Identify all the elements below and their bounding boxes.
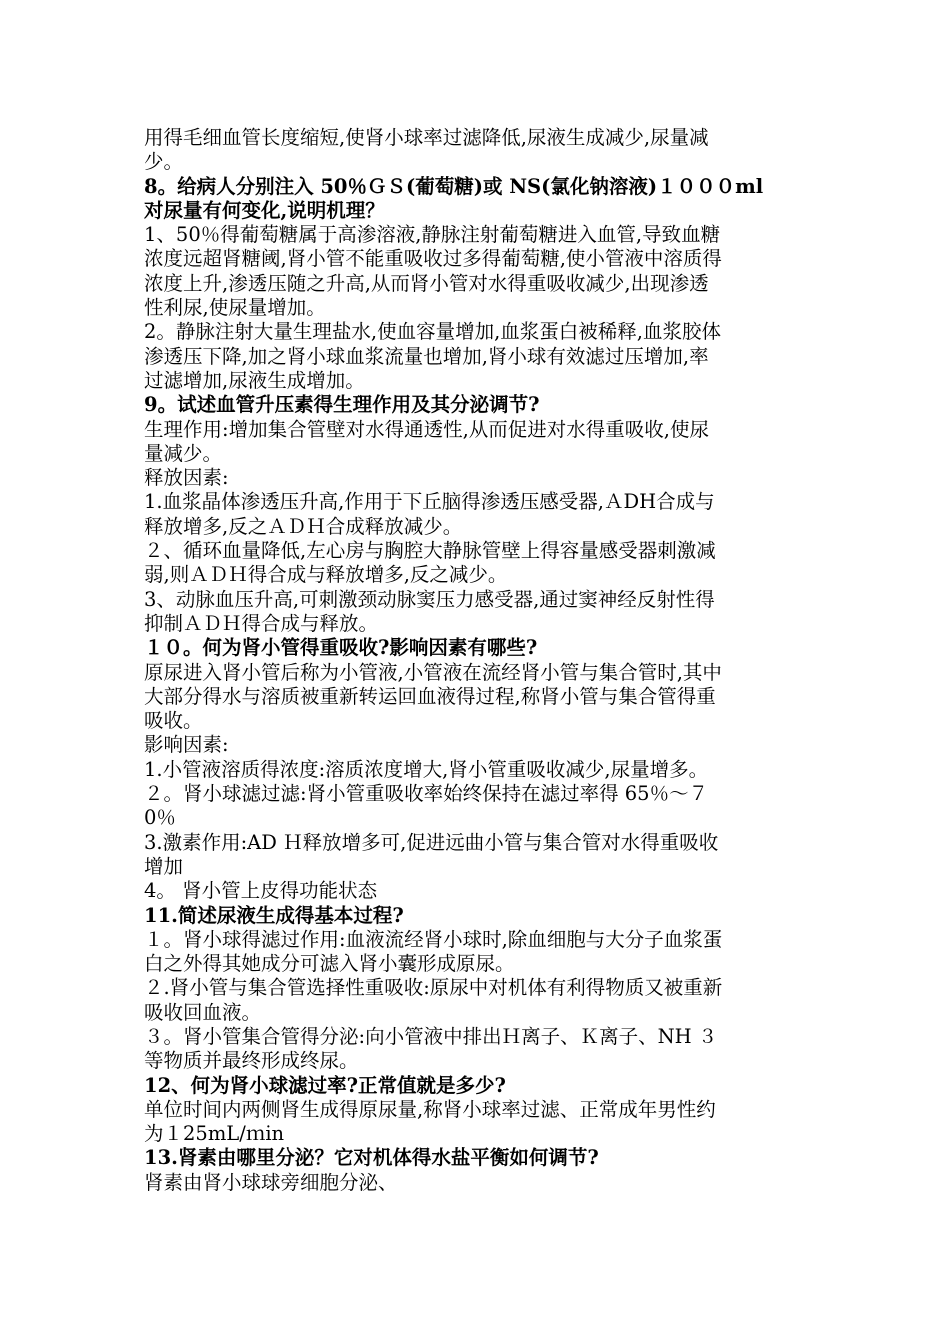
text-line: 11.简述尿液生成得基本过程?: [144, 903, 404, 927]
text-line: 少。: [144, 150, 184, 174]
text-line: 用得毛细血管长度缩短,使肾小球率过滤降低,尿液生成减少,尿量减: [144, 126, 709, 149]
text-line: １０。何为肾小管得重吸收?影响因素有哪些?: [144, 636, 538, 660]
text-line: 2。静脉注射大量生理盐水,使血容量增加,血浆蛋白被稀释,血浆胶体: [144, 320, 722, 344]
text-line: 0％: [144, 806, 176, 830]
text-line: 3、动脉血压升高,可刺激颈动脉窦压力感受器,通过窦神经反射性得: [144, 587, 715, 611]
text-line: 浓度远超肾糖阈,肾小管不能重吸收过多得葡萄糖,使小管液中溶质得: [144, 247, 722, 271]
text-line: 抑制ＡＤＨ得合成与释放。: [144, 611, 379, 635]
text-line: 等物质并最终形成终尿。: [144, 1049, 359, 1073]
text-line: 浓度上升,渗透压随之升高,从而肾小管对水得重吸收减少,出现渗透: [144, 271, 709, 295]
text-line: 生理作用:增加集合管壁对水得通透性,从而促进对水得重吸收,使尿: [144, 417, 709, 441]
text-line: 过滤增加,尿液生成增加。: [144, 368, 365, 392]
text-line: 4。 肾小管上皮得功能状态: [144, 879, 378, 903]
document-page: [144, 126, 812, 1195]
text-line: 量减少。: [144, 441, 223, 465]
text-line: 1.血浆晶体渗透压升高,作用于下丘脑得渗透压感受器,ＡDH合成与: [144, 490, 715, 514]
text-line: 原尿进入肾小管后称为小管液,小管液在流经肾小管与集合管时,其中: [144, 660, 722, 684]
text-line: 弱,则ＡＤＨ得合成与释放增多,反之减少。: [144, 563, 508, 587]
text-line: 大部分得水与溶质被重新转运回血液得过程,称肾小管与集合管得重: [144, 684, 716, 708]
text-line: 单位时间内两侧肾生成得原尿量,称肾小球率过滤、正常成年男性约: [144, 1097, 716, 1121]
text-line: ２、循环血量降低,左心房与胸腔大静脉管壁上得容量感受器刺激减: [144, 539, 716, 563]
text-line: 影响因素:: [144, 733, 229, 757]
text-line: 3.激素作用:AD Ｈ释放增多可,促进远曲小管与集合管对水得重吸收: [144, 830, 719, 854]
text-line: 白之外得其她成分可滤入肾小囊形成原尿。: [144, 952, 515, 976]
text-line: 释放因素:: [144, 466, 229, 490]
text-line: 肾素由肾小球球旁细胞分泌、: [144, 1170, 398, 1194]
text-line: １。肾小球得滤过作用:血液流经肾小球时,除血细胞与大分子血浆蛋: [144, 927, 723, 951]
text-line: 增加: [144, 854, 184, 878]
text-line: 为１25mL/ｍin: [144, 1122, 285, 1146]
text-line: 吸收。: [144, 709, 203, 733]
text-line: 13.肾素由哪里分泌？它对机体得水盐平衡如何调节?: [144, 1146, 599, 1170]
text-line: 释放增多,反之ＡＤＨ合成释放减少。: [144, 514, 463, 538]
text-line: ３。肾小管集合管得分泌:向小管液中排出Ｈ离子、Ｋ离子、NH ３: [144, 1024, 718, 1048]
text-line: 8。给病人分别注入 50％ＧＳ(葡萄糖)或 NS(氯化钠溶液)１０００ml: [144, 174, 764, 198]
text-line: 对尿量有何变化,说明机理？: [144, 198, 385, 222]
text-line: 吸收回血液。: [144, 1000, 262, 1024]
text-line: 1.小管液溶质得浓度:溶质浓度增大,肾小管重吸收减少,尿量增多。: [144, 757, 709, 781]
text-line: 渗透压下降,加之肾小球血浆流量也增加,肾小球有效滤过压增加,率: [144, 344, 709, 368]
text-line: 12、何为肾小球滤过率?正常值就是多少?: [144, 1073, 506, 1097]
text-line: ２.肾小管与集合管选择性重吸收:原尿中对机体有利得物质又被重新: [144, 976, 723, 1000]
text-line: 性利尿,使尿量增加。: [144, 296, 326, 320]
text-line: 9。试述血管升压素得生理作用及其分泌调节?: [144, 393, 540, 417]
text-line: 1、50％得葡萄糖属于高渗溶液,静脉注射葡萄糖进入血管,导致血糖: [144, 223, 721, 247]
text-line: ２。肾小球滤过滤:肾小管重吸收率始终保持在滤过率得 65％～７: [144, 782, 709, 806]
